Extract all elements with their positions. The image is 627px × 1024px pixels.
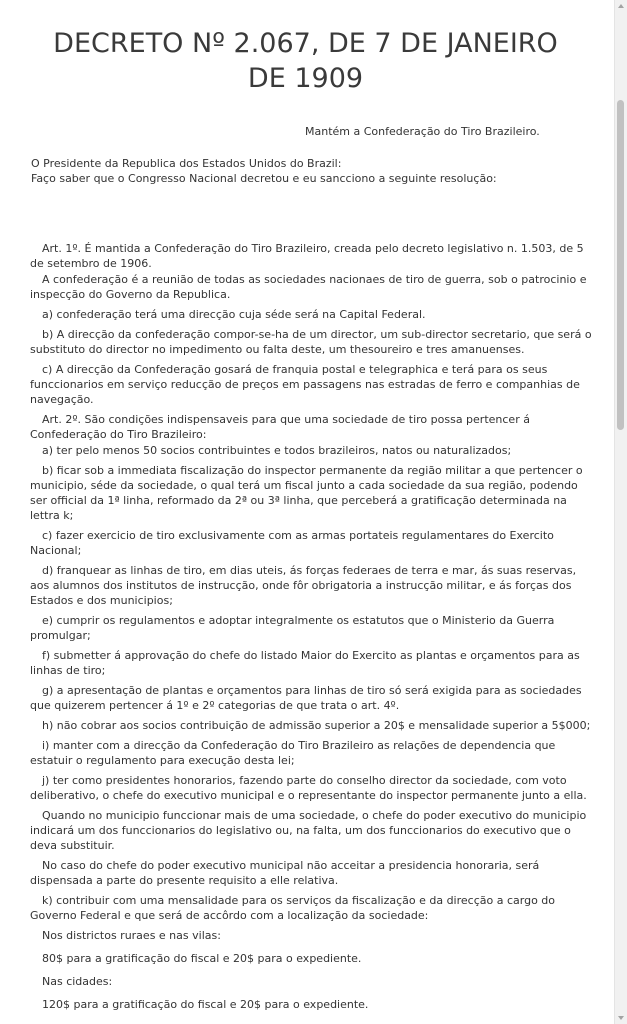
paragraph: Nas cidades: [42, 975, 113, 988]
article-2: Art. 2º. São condições indispensaveis para que uma sociedade de tiro possa pertencer á Confederação do Tiro Brazileiro: [30, 413, 530, 441]
vertical-scrollbar[interactable] [614, 0, 627, 1024]
paragraph: Nos districtos ruraes e nas vilas: [42, 929, 221, 942]
scroll-up-icon[interactable] [618, 4, 624, 8]
item-c: c) A direcção da Confederação gosará de franquia postal e telegraphica e terá para os seus funccionarios em serviço reducção de preços em passagens nas estradas de ferro e companhias de navegação. [30, 363, 580, 406]
decree-body [30, 241, 593, 1012]
paragraph: 80$ para a gratificação do fiscal e 20$ para o expediente. [42, 952, 362, 965]
item-i: i) manter com a direcção da Confederação do Tiro Brazileiro as relações de dependencia que estatuir o regulamento para execução desta lei; [30, 739, 556, 767]
item-k: k) contribuir com uma mensalidade para os serviços da fiscalização e da direcção a cargo do Governo Federal e que será de accôrdo com a localização da sociedade: [30, 894, 556, 922]
article-1: Art. 1º. É mantida a Confederação do Tiro Brazileiro, creada pelo decreto legislativo n. 1.503, de 5 de setembro de 1906. [30, 242, 584, 270]
item-b: b) A direcção da confederação compor-se-ha de um director, um sub-director secretario, que será o substituto do director no impedimento ou falta deste, um thesoureiro e tres amanuenses. [30, 328, 592, 356]
paragraph: A confederação é a reunião de todas as sociedades nacionaes de tiro de guerra, sob o patrocinio e inspecção do Governo da Republica. [30, 273, 587, 301]
item-a: a) confederação terá uma direcção cuja séde será na Capital Federal. [42, 308, 426, 321]
decree-summary: Mantém a Confederação do Tiro Brazileiro. [305, 125, 540, 138]
paragraph: 120$ para a gratificação do fiscal e 20$ para o expediente. [42, 998, 369, 1011]
item-h: h) não cobrar aos socios contribuição de admissão superior a 20$ e mensalidade superior a 5$000; [42, 719, 591, 732]
decree-title: DECRETO Nº 2.067, DE 7 DE JANEIRO DE 1909 [53, 28, 558, 94]
item-g: g) a apresentação de plantas e orçamentos para linhas de tiro só será exigida para as sociedades que quizerem pertencer á 1º e 2º categorias de que trata o art. 4º. [30, 684, 582, 712]
scroll-down-icon[interactable] [618, 1016, 624, 1020]
preamble-line: Faço saber que o Congresso Nacional decretou e eu sancciono a seguinte resolução: [31, 172, 497, 185]
paragraph: No caso do chefe do poder executivo municipal não acceitar a presidencia honoraria, será dispensada a parte do presente requisito a elle relativa. [30, 859, 540, 887]
item-f: f) submetter á approvação do chefe do listado Maior do Exercito as plantas e orçamentos para as linhas de tiro; [30, 649, 580, 677]
item-a: a) ter pelo menos 50 socios contribuintes e todos brazileiros, natos ou naturalizados; [42, 444, 512, 457]
item-b: b) ficar sob a immediata fiscalização do inspector permanente da região militar a que pertencer o municipio, séde da sociedade, o qual terá um fiscal junto a cada sociedade da sua região, podendo ser official da 1ª linha, reformado da 2ª ou 3ª linha, que perceberá a gratificação determinada na lettra k; [30, 464, 583, 522]
preamble-line: O Presidente da Republica dos Estados Unidos do Brazil: [31, 157, 342, 170]
paragraph: Quando no municipio funccionar mais de uma sociedade, o chefe do poder executivo do municipio indicará um dos funccionarios do legislativo ou, na falta, um dos funccionarios do executivo que o deva substituir. [30, 809, 587, 852]
preamble [31, 156, 615, 186]
item-e: e) cumprir os regulamentos e adoptar integralmente os estatutos que o Ministerio da Guerra promulgar; [30, 614, 555, 642]
item-d: d) franquear as linhas de tiro, em dias uteis, ás forças federaes de terra e mar, ás suas reservas, aos alumnos dos institutos de instrucção, onde fôr obrigatoria a instrucção militar, e ás forças dos Estados e dos municipios; [30, 564, 577, 607]
item-j: j) ter como presidentes honorarios, fazendo parte do conselho director da sociedade, com voto deliberativo, o chefe do executivo municipal e o representante do inspector permanente junto a ella. [30, 774, 587, 802]
scroll-thumb[interactable] [617, 100, 624, 430]
item-c: c) fazer exercicio de tiro exclusivamente com as armas portateis regulamentares do Exercito Nacional; [30, 529, 554, 557]
